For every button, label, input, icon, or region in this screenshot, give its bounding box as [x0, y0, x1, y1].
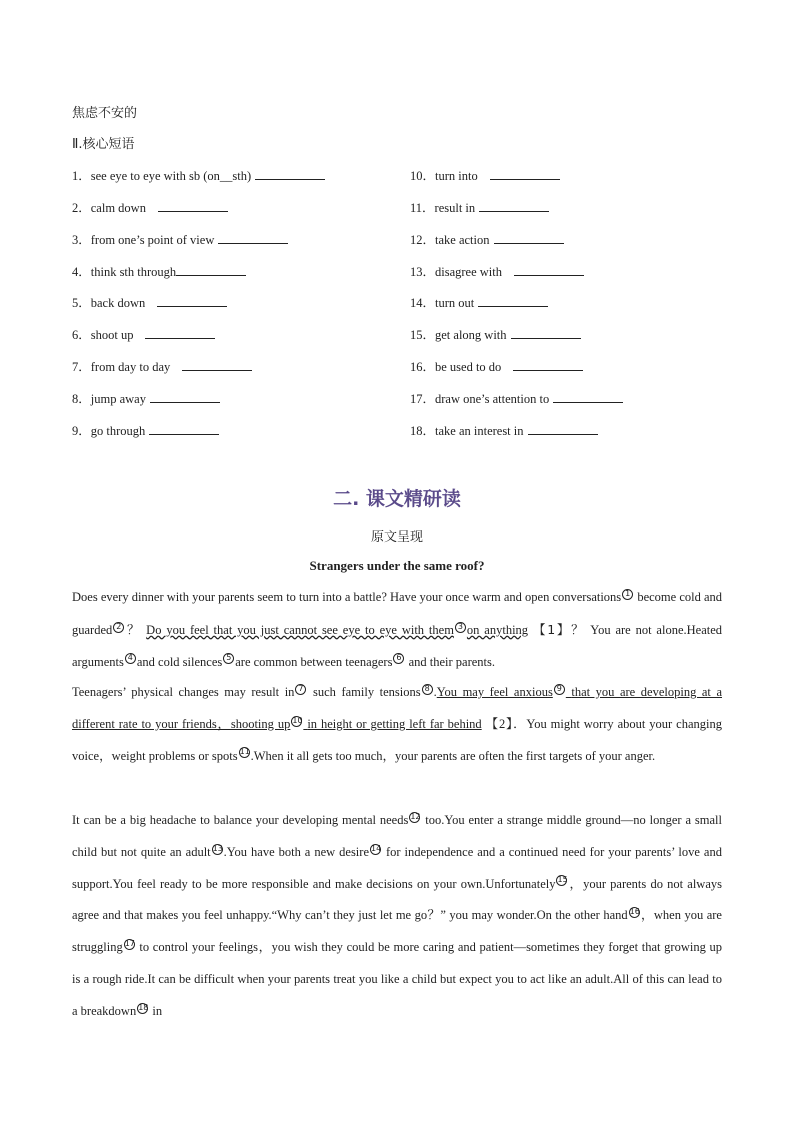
answer-blank[interactable]	[528, 422, 598, 435]
section-title: 二. 课文精研读	[333, 488, 461, 510]
passage-paragraph-1: Does every dinner with your parents seem to turn into a battle? Have your once warm and open conversations 1 become cold and guarded 2 ？ Do you feel that you just cannot see eye to eye with them 3 on anything 【1】？ You are not alone.Heated arguments 4 and cold silences 5 are common between teenagers 6 and their parents.	[72, 588, 723, 669]
answer-blank[interactable]	[150, 390, 220, 403]
note-marker: 18	[138, 1002, 149, 1012]
phrase-item: 11．result in	[410, 198, 549, 216]
phrase-item: 2．calm down	[72, 198, 228, 216]
note-marker: 3	[455, 622, 466, 633]
note-marker: 12	[410, 811, 421, 821]
note-marker: 4	[125, 653, 136, 664]
phrase-item: 13．disagree with	[410, 262, 584, 280]
note-marker: 10	[292, 715, 303, 725]
section-subtitle: 原文呈现	[370, 530, 423, 545]
phrase-item: 17．draw one’s attention to	[410, 389, 623, 407]
note-marker: 8	[422, 684, 433, 695]
phrase-item: 18．take an interest in	[410, 421, 598, 439]
note-marker: 2	[113, 622, 124, 633]
answer-blank[interactable]	[218, 231, 288, 244]
note-marker: 16	[629, 907, 640, 917]
answer-blank[interactable]	[149, 422, 219, 435]
answer-blank[interactable]	[479, 199, 549, 212]
bracket-marker: 【1】？	[532, 621, 586, 637]
phrase-item: 5．back down	[72, 293, 227, 311]
phrase-item: 12．take action	[410, 230, 564, 248]
note-marker: 7	[295, 684, 306, 695]
answer-blank[interactable]	[176, 263, 246, 276]
note-marker: 6	[393, 653, 404, 664]
answer-blank[interactable]	[511, 326, 581, 339]
answer-blank[interactable]	[158, 199, 228, 212]
answer-blank[interactable]	[514, 263, 584, 276]
underlined-sentence: You may feel anxious 9 that you are developing at a different rate to your friends，shooting up 10 in height or getting left far behind	[72, 683, 723, 731]
note-marker: 17	[124, 939, 135, 949]
phrase-heading: Ⅱ.核心短语	[72, 137, 135, 152]
phrase-item: 9．go through	[72, 421, 219, 439]
phrase-item: 1．see eye to eye with sb (on__sth)	[72, 166, 325, 184]
phrase-item: 8．jump away	[72, 389, 220, 407]
phrase-item: 14．turn out	[410, 293, 548, 311]
note-marker: 1	[622, 589, 633, 600]
note-marker: 14	[371, 843, 382, 853]
passage-title: Strangers under the same roof?	[309, 558, 485, 573]
phrase-item: 10．turn into	[410, 166, 560, 184]
wavy-underlined-sentence: Do you feel that you just cannot see eye to eye with them 3 on anything	[146, 621, 529, 637]
answer-blank[interactable]	[145, 326, 215, 339]
answer-blank[interactable]	[255, 167, 325, 180]
vocab-trailing-line: 焦虑不安的	[72, 106, 138, 121]
note-marker: 13	[212, 843, 223, 853]
phrase-item: 7．from day to day	[72, 357, 252, 375]
answer-blank[interactable]	[494, 231, 564, 244]
phrase-item: 6．shoot up	[72, 325, 215, 343]
note-marker: 15	[557, 875, 568, 885]
phrase-item: 16．be used to do	[410, 357, 583, 375]
note-marker: 5	[223, 653, 234, 664]
answer-blank[interactable]	[513, 358, 583, 371]
note-marker: 11	[239, 747, 250, 757]
answer-blank[interactable]	[478, 294, 548, 307]
phrase-item: 3．from one’s point of view	[72, 230, 288, 248]
phrase-item: 4．think sth through	[72, 262, 246, 280]
note-marker: 9	[554, 684, 565, 695]
answer-blank[interactable]	[490, 167, 560, 180]
answer-blank[interactable]	[157, 294, 227, 307]
answer-blank[interactable]	[553, 390, 623, 403]
passage-paragraph-3: It can be a big headache to balance your developing mental needs 12 too.You enter a strange middle ground—no longer a small child but not quite an adult 13.You have both a new desire 14 for independence and a continued need for your parents’ love and support.You feel ready to be more responsible and make decisions on your own.Unfortunately 15，your parents do not always agree and that makes you feel unhappy.“Why can’t they just let me go？” you may wonder.On the other hand 16，when you are struggling 17 to control your feelings，you wish they could be more caring and patient—sometimes they forget that growing up is a rough ride.It can be difficult when your parents treat you like a child but expect you to act like an adult.All of this can lead to a breakdown 18 in	[72, 811, 723, 1018]
passage-paragraph-2: Teenagers’ physical changes may result in 7 such family tensions 8 .You may feel anxious 9 that you are developing at a different rate to your friends，shooting up 10 in height or getting left far behind 【2】．You might worry about your changing voice，weight problems or spots 11.When it all gets too much，your parents are often the first targets of your anger.	[72, 683, 723, 763]
phrase-item: 15．get along with	[410, 325, 581, 343]
answer-blank[interactable]	[182, 358, 252, 371]
